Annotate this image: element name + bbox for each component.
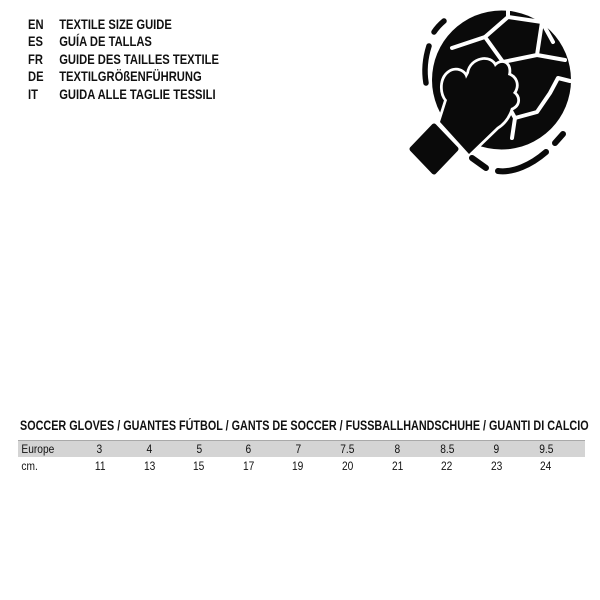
size-value-text: 8.5 — [439, 442, 455, 456]
size-value-text: 13 — [143, 459, 156, 473]
language-label: GUIDE DES TAILLES TEXTILE — [59, 50, 219, 67]
size-value — [472, 441, 522, 457]
size-value-text: 3 — [96, 442, 103, 456]
size-value-text: 5 — [196, 442, 202, 456]
language-label: TEXTILGRÖßENFÜHRUNG — [59, 68, 202, 85]
language-row-fr — [28, 50, 219, 68]
size-row-label — [18, 457, 75, 475]
language-row-es — [28, 33, 219, 51]
language-label: GUÍA DE TALLAS — [59, 33, 152, 50]
size-value — [75, 441, 125, 457]
language-row-en — [28, 15, 219, 33]
size-value — [125, 457, 175, 475]
size-value — [373, 441, 423, 457]
size-value — [472, 457, 522, 475]
size-value-text: 6 — [245, 442, 252, 456]
size-row-label-text: Europe — [21, 442, 55, 456]
size-value-text: 7 — [295, 442, 302, 456]
size-value — [75, 457, 125, 475]
language-code: EN — [28, 15, 44, 32]
language-row-it — [28, 85, 219, 103]
size-value — [174, 457, 224, 475]
soccer-ball-icon-svg — [403, 5, 578, 190]
size-row-label-text: cm. — [21, 459, 38, 473]
language-code: DE — [28, 68, 44, 85]
size-value-text: 15 — [193, 459, 205, 473]
language-code: ES — [28, 33, 43, 50]
size-value-text: 20 — [342, 459, 354, 473]
size-value — [422, 441, 472, 457]
size-value-text: 8 — [394, 442, 401, 456]
language-label: TEXTILE SIZE GUIDE — [59, 15, 172, 32]
size-table — [18, 440, 585, 475]
language-label: GUIDA ALLE TAGLIE TESSILI — [59, 85, 216, 102]
size-value-text: 11 — [94, 459, 106, 473]
size-row-cm — [18, 457, 585, 475]
size-value — [174, 441, 224, 457]
language-code: FR — [28, 50, 43, 67]
size-table-title: SOCCER GLOVES / GUANTES FÚTBOL / GANTS DE SOCCER / FUSSBALLHANDSCHUHE / GUANTI DI CALCIO — [20, 418, 589, 433]
size-value-text: 23 — [490, 459, 503, 473]
size-value — [273, 457, 323, 475]
size-value-text: 9 — [493, 442, 500, 456]
size-value — [373, 457, 423, 475]
size-value-text: 19 — [292, 459, 304, 473]
language-list — [28, 15, 267, 103]
size-value — [224, 457, 274, 475]
goalkeeper-glove-soccer-ball-icon — [403, 5, 578, 190]
size-value — [224, 441, 274, 457]
size-value — [273, 441, 323, 457]
size-value — [422, 457, 472, 475]
size-value-text: 9.5 — [539, 442, 554, 456]
size-value — [521, 441, 571, 457]
language-row-de — [28, 68, 219, 86]
size-value — [323, 457, 373, 475]
size-value-text: 24 — [540, 459, 552, 473]
size-value — [521, 457, 571, 475]
size-value — [125, 441, 175, 457]
size-value-text: 22 — [441, 459, 453, 473]
size-value-text: 17 — [242, 459, 255, 473]
size-row-label — [18, 441, 75, 457]
size-value-text: 4 — [146, 442, 153, 456]
size-value-text: 7.5 — [340, 442, 355, 456]
size-value — [323, 441, 373, 457]
language-code: IT — [28, 85, 38, 102]
size-row-europe — [18, 440, 585, 457]
size-value-text: 21 — [391, 459, 404, 473]
